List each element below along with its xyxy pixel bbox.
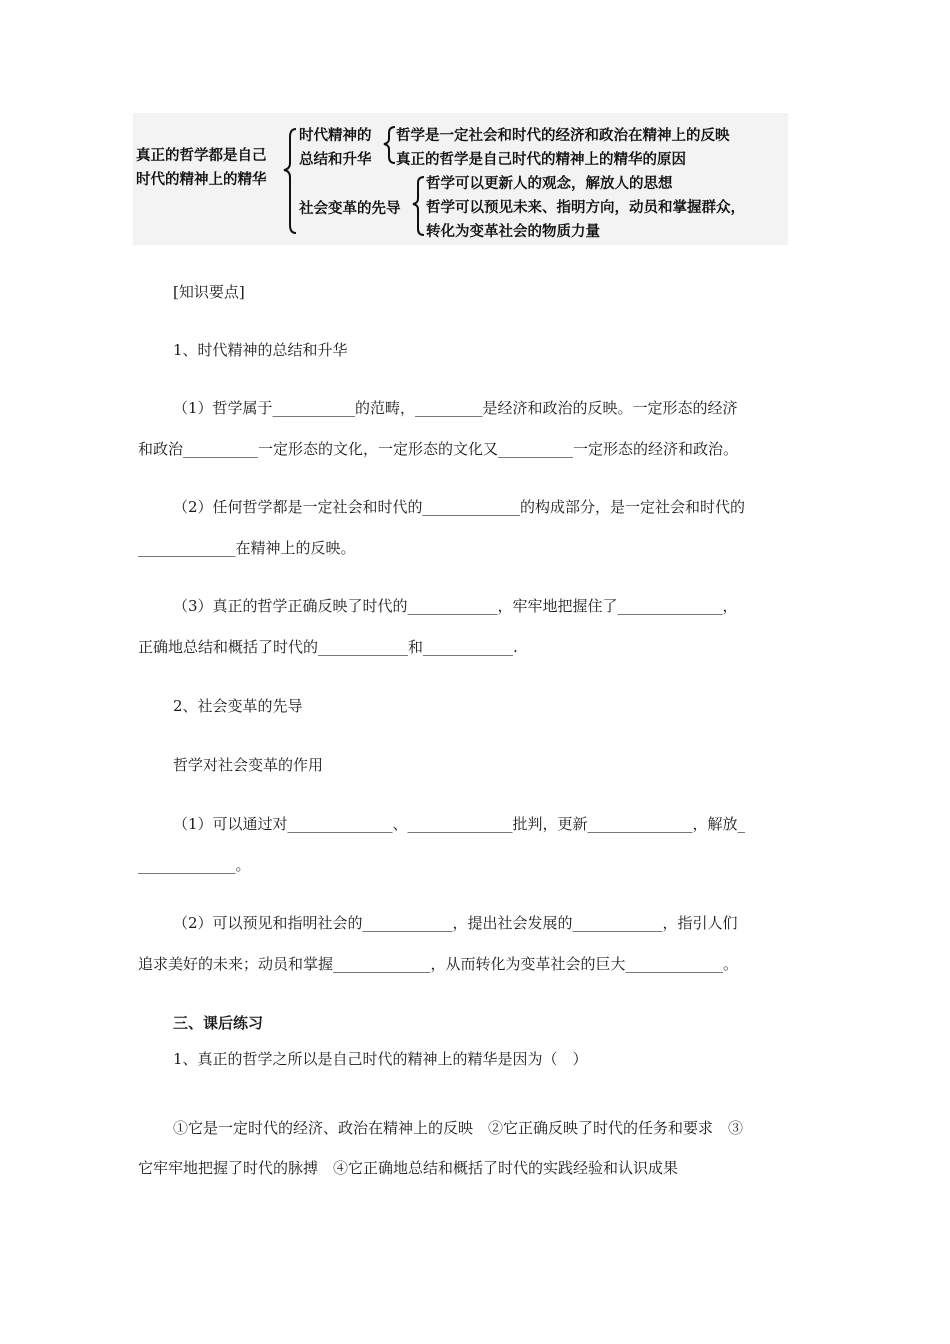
branch2-label: 社会变革的先导 [299,201,401,217]
q1-options-line2: 它牢牢地把握了时代的脉搏 ④它正确地总结和概括了时代的实践经验和认识成果 [138,1159,679,1177]
s1-p3-line1: （3）真正的哲学正确反映了时代的____________，牢牢地把握住了______________， [173,597,738,615]
branch2-item: 哲学可以更新人的观念，解放人的思想 [426,176,673,192]
branch1-item: 真正的哲学是自己时代的精神上的精华的原因 [396,152,686,168]
branch2-item: 转化为变革社会的物质力量 [426,224,600,240]
branch2-item: 哲学可以预见未来、指明方向，动员和掌握群众， [426,200,745,216]
s2-p1-line2: _____________。 [138,856,251,874]
s2-p1-line1: （1）可以通过对______________、______________批判，更新______________，解放_ [173,815,746,833]
root-label-line2: 时代的精神上的精华 [136,172,267,188]
s1-p1-line2: 和政治__________一定形态的文化，一定形态的文化又__________一定形态的经济和政治。 [138,440,739,458]
s2-p2-line2: 追求美好的未来；动员和掌握_____________，从而转化为变革社会的巨大_____________。 [138,955,739,973]
branch1-label-line2: 总结和升华 [299,152,372,168]
concept-diagram [133,113,788,245]
exercise-heading: 三、课后练习 [173,1014,264,1032]
section2-subtitle: 哲学对社会变革的作用 [173,756,324,774]
s1-p3-line2: 正确地总结和概括了时代的____________和____________. [138,638,518,656]
q1-options-line1: ①它是一定时代的经济、政治在精神上的反映 ②它正确反映了时代的任务和要求 ③ [173,1119,744,1137]
root-label-line1: 真正的哲学都是自己 [136,148,267,164]
s1-p1-line1: （1）哲学属于___________的范畴，_________是经济和政治的反映。一定形态的经济 [173,399,738,417]
branch1-label-line1: 时代精神的 [299,128,372,144]
section1-title: 1、时代精神的总结和升华 [173,341,348,359]
s2-p2-line1: （2）可以预见和指明社会的____________，提出社会发展的____________，指引人们 [173,914,738,932]
s1-p2-line2: _____________在精神上的反映。 [138,539,356,557]
question-1: 1、真正的哲学之所以是自己时代的精神上的精华是因为（ ） [173,1050,588,1068]
branch1-item: 哲学是一定社会和时代的经济和政治在精神上的反映 [396,128,730,144]
s1-p2-line1: （2）任何哲学都是一定社会和时代的_____________的构成部分，是一定社会和时代的 [173,498,746,516]
knowledge-heading: [知识要点] [173,283,245,301]
section2-title: 2、社会变革的先导 [173,697,303,715]
